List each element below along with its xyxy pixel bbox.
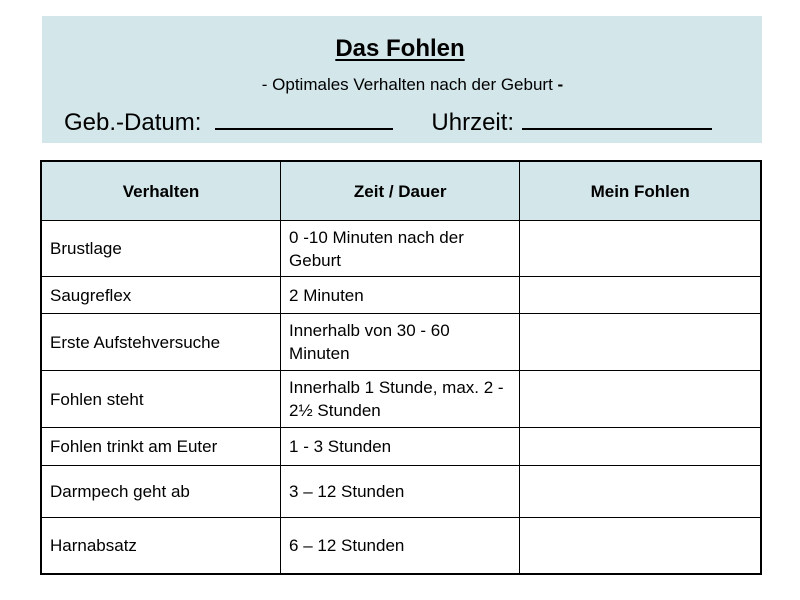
page-subtitle [0,75,800,95]
time-cell: Innerhalb 1 Stunde, max. 2 - 2½ Stunden [281,371,520,428]
birth-date-blank[interactable] [215,106,393,130]
time-cell: Innerhalb von 30 - 60 Minuten [281,314,520,371]
column-header-time: Zeit / Dauer [281,161,520,221]
foal-behavior-table [40,160,762,575]
behavior-cell: Erste Aufstehversuche [41,314,281,371]
behavior-cell: Darmpech geht ab [41,466,281,518]
my-foal-cell[interactable] [520,221,761,277]
birth-time-blank[interactable] [522,106,712,130]
time-cell: 1 - 3 Stunden [281,428,520,466]
my-foal-cell[interactable] [520,314,761,371]
behavior-cell: Fohlen trinkt am Euter [41,428,281,466]
birth-fields [64,106,712,137]
table-row [41,518,761,574]
my-foal-cell[interactable] [520,466,761,518]
column-header-behavior: Verhalten [41,161,281,221]
my-foal-cell[interactable] [520,518,761,574]
birth-time-label: Uhrzeit: [431,109,515,136]
subtitle-end-dash: - [557,75,564,94]
table-row [41,277,761,314]
table-header-row [41,161,761,221]
subtitle-text: - Optimales Verhalten nach der Geburt [261,75,553,94]
column-header-my-foal: Mein Fohlen [520,161,761,221]
time-cell: 2 Minuten [281,277,520,314]
table-row [41,466,761,518]
behavior-cell: Fohlen steht [41,371,281,428]
time-cell: 0 -10 Minuten nach der Geburt [281,221,520,277]
table-row [41,314,761,371]
my-foal-cell[interactable] [520,277,761,314]
table-row [41,428,761,466]
time-cell: 3 – 12 Stunden [281,466,520,518]
behavior-cell: Brustlage [41,221,281,277]
behavior-cell: Harnabsatz [41,518,281,574]
table-row [41,221,761,277]
page-title: Das Fohlen [335,35,465,62]
my-foal-cell[interactable] [520,371,761,428]
birth-date-label: Geb.-Datum: [64,109,202,136]
time-cell: 6 – 12 Stunden [281,518,520,574]
table-row [41,371,761,428]
my-foal-cell[interactable] [520,428,761,466]
behavior-cell: Saugreflex [41,277,281,314]
